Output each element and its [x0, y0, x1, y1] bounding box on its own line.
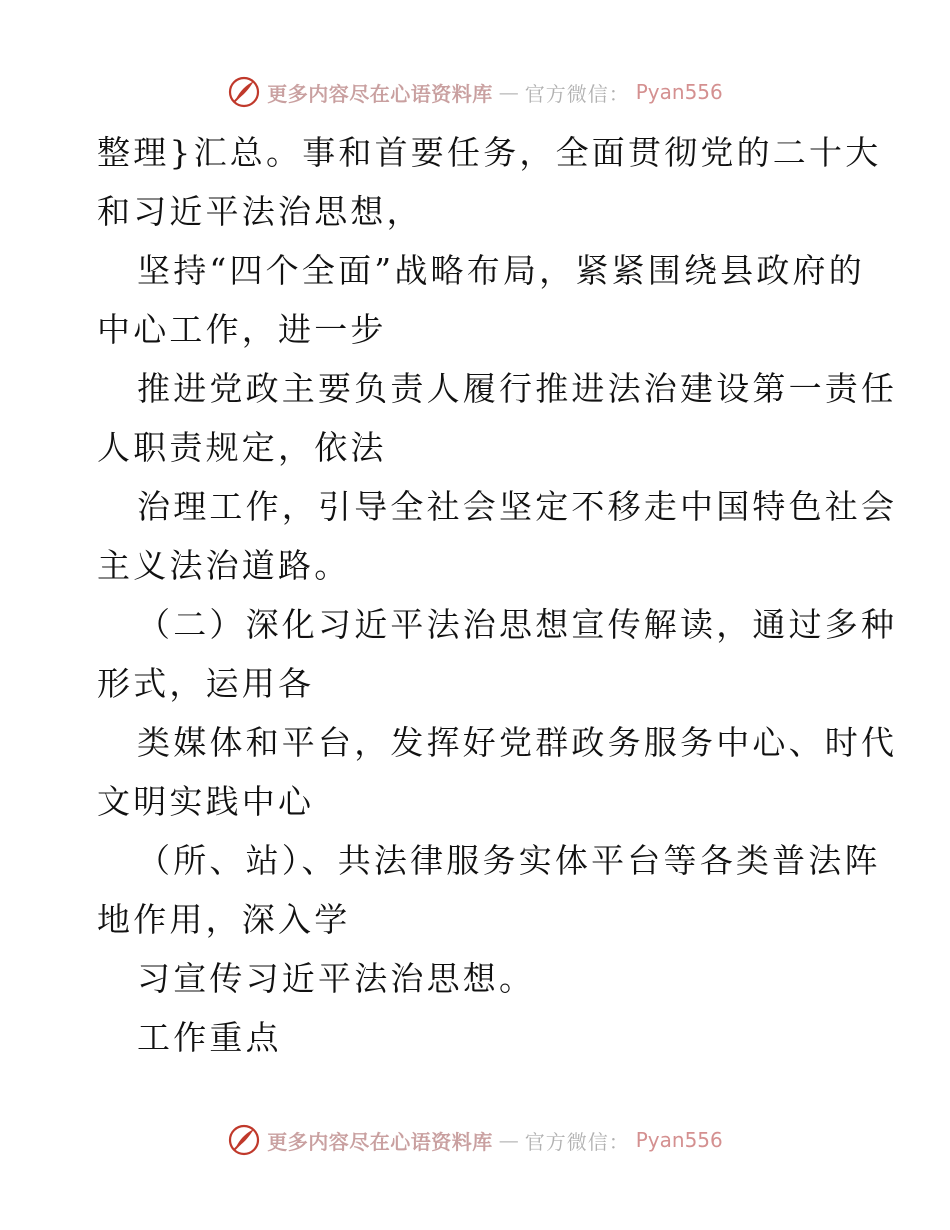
text-line: 推进党政主要负责人履行推进法治建设第一责任: [137, 369, 898, 408]
text-line: 主义法治道路。: [97, 546, 351, 585]
header-watermark-banner: [0, 72, 950, 112]
text-line: 类媒体和平台，发挥好党群政务服务中心、时代: [137, 723, 898, 762]
text-line: （所、站）、共法律服务实体平台等各类普法阵: [137, 841, 881, 880]
document-body: [97, 123, 898, 1067]
banner-wechat-id: Pyan556: [635, 80, 723, 104]
banner-dash: —: [498, 80, 519, 104]
banner-site-text: 更多内容尽在心语资料库: [267, 81, 493, 106]
quill-logo-icon: [227, 1123, 261, 1157]
text-line: 习宣传习近平法治思想。: [137, 959, 536, 998]
text-line: 整理}汇总。事和首要任务，全面贯彻党的二十大: [97, 133, 882, 172]
banner-site-text: 更多内容尽在心语资料库: [267, 1129, 493, 1154]
text-line: 人职责规定，依法: [97, 428, 387, 467]
text-line: 形式，运用各: [97, 664, 315, 703]
banner-wechat-label: 官方微信：: [524, 81, 630, 106]
text-line: 工作重点: [137, 1018, 282, 1057]
text-line: 坚持“四个全面”战略布局，紧紧围绕县政府的: [137, 251, 865, 290]
text-line: 治理工作，引导全社会坚定不移走中国特色社会: [137, 487, 898, 526]
text-line: 地作用，深入学: [97, 900, 351, 939]
banner-wechat-label: 官方微信：: [524, 1129, 630, 1154]
footer-watermark-banner: [0, 1120, 950, 1160]
banner-wechat-id: Pyan556: [635, 1128, 723, 1152]
text-line: 和习近平法治思想，: [97, 192, 423, 231]
banner-dash: —: [498, 1128, 519, 1152]
quill-logo-icon: [227, 75, 261, 109]
text-line: （二）深化习近平法治思想宣传解读，通过多种: [137, 605, 898, 644]
text-line: 中心工作，进一步: [97, 310, 387, 349]
text-line: 文明实践中心: [97, 782, 315, 821]
